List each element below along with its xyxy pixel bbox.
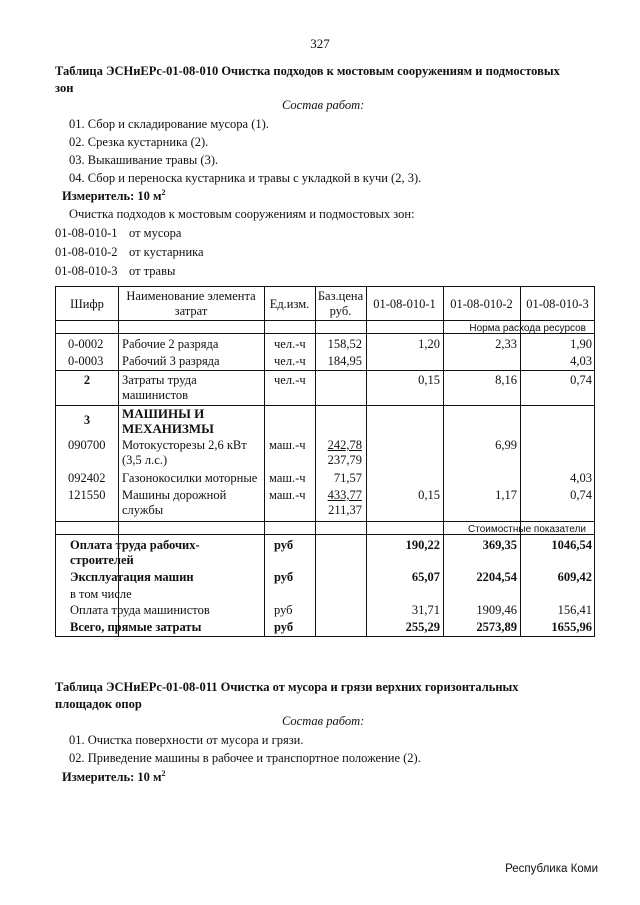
row-price: 71,57 <box>333 471 362 485</box>
table-row: 121550 <box>68 488 106 502</box>
table2-work-item: 01. Очистка поверхности от мусора и грязи. <box>69 733 304 747</box>
row-unit: маш.-ч <box>269 438 306 452</box>
row-v1: 0,15 <box>418 488 440 502</box>
cost-row-v1: 31,71 <box>411 603 440 617</box>
footer-region: Республика Коми <box>505 863 598 875</box>
row-v1: 0,15 <box>418 373 440 387</box>
row-v1: 1,20 <box>418 337 440 351</box>
cost-label: Стоимостные показатели <box>468 524 586 535</box>
table-row: 0-0002 <box>68 337 104 351</box>
table1-measure <box>62 188 166 204</box>
row-name-l2: машинистов <box>122 388 189 402</box>
row-price: 158,52 <box>327 337 362 351</box>
header-col3: 01-08-010-3 <box>526 297 589 311</box>
row-v3: 4,03 <box>570 471 592 485</box>
row-v2: 2,33 <box>495 337 517 351</box>
table1-code-3: 01-08-010-3 <box>55 264 118 278</box>
row-unit: чел.-ч <box>274 373 306 387</box>
row-divider <box>56 370 594 371</box>
cost-row-v3: 156,41 <box>557 603 592 617</box>
cost-row-v1: 255,29 <box>405 620 440 634</box>
cost-row-v2: 369,35 <box>482 538 517 552</box>
row-price-l1: 433,77 <box>327 488 362 502</box>
row-v3: 1,90 <box>570 337 592 351</box>
row-v2: 6,99 <box>495 438 517 452</box>
cost-row-unit: руб <box>274 570 294 584</box>
header-cipher: Шифр <box>70 297 104 311</box>
cost-row-v3: 1046,54 <box>551 538 592 552</box>
table-row: 3 <box>83 413 91 427</box>
cost-row-unit: руб <box>274 538 294 552</box>
row-name-l1: Машины дорожной <box>122 488 227 502</box>
cost-row-v3: 609,42 <box>557 570 592 584</box>
row-name-l1: Затраты труда <box>122 373 197 387</box>
row-unit: маш.-ч <box>269 471 306 485</box>
cost-row-name-l2: строителей <box>70 553 134 567</box>
row-name-l1: МАШИНЫ И <box>122 406 205 421</box>
table-row: 090700 <box>68 438 106 452</box>
table1-work-item: 03. Выкашивание травы (3). <box>69 153 219 167</box>
table1-code-1-text: от мусора <box>129 226 182 240</box>
table-row: 0-0003 <box>68 354 104 368</box>
header-name-l2: затрат <box>174 304 208 318</box>
table2-measure <box>62 769 166 785</box>
row-name-l2: МЕХАНИЗМЫ <box>122 421 214 436</box>
cost-row-name: Оплата труда машинистов <box>70 603 210 617</box>
cost-row-v2: 1909,46 <box>476 603 517 617</box>
header-name-l1: Наименование элемента <box>126 289 256 303</box>
table1-title-line2: зон <box>55 81 74 95</box>
row-name-l2: (3,5 л.с.) <box>122 453 168 467</box>
row-name-l2: службы <box>122 503 164 517</box>
table1-code-2: 01-08-010-2 <box>55 245 118 259</box>
row-v2: 8,16 <box>495 373 517 387</box>
row-name: Рабочие 2 разряда <box>122 337 219 351</box>
table1-title-line1: Таблица ЭСНиЕРс-01-08-010 Очистка подходов к мостовым сооружениям и подмостовых <box>55 64 560 78</box>
cost-row-v1: 190,22 <box>405 538 440 552</box>
table2-measure-label: Измеритель: 10 м <box>62 770 162 785</box>
header-col1: 01-08-010-1 <box>373 297 436 311</box>
table1-measure-label: Измеритель: 10 м <box>62 189 162 204</box>
cost-row-name: в том числе <box>70 587 132 601</box>
page-number: 327 <box>310 36 330 51</box>
row-name-l1: Мотокусторезы 2,6 кВт <box>122 438 247 452</box>
row-unit: маш.-ч <box>269 488 306 502</box>
header-col2: 01-08-010-2 <box>450 297 513 311</box>
header-price-l1: Баз.цена <box>317 289 364 303</box>
table2-measure-sup: 2 <box>161 769 166 778</box>
table1-code-1: 01-08-010-1 <box>55 226 118 240</box>
row-v3: 0,74 <box>570 488 592 502</box>
resource-table <box>55 286 595 637</box>
row-price-l1: 242,78 <box>327 438 362 452</box>
cost-row-v3: 1655,96 <box>551 620 592 634</box>
cost-row-name: Всего, прямые затраты <box>70 620 202 634</box>
table1-code-3-text: от травы <box>129 264 176 278</box>
row-v3: 0,74 <box>570 373 592 387</box>
table-row: 092402 <box>68 471 106 485</box>
table1-work-item: 04. Сбор и переноска кустарника и травы с укладкой в кучи (2, 3). <box>69 171 422 185</box>
table1-composition-heading: Состав работ: <box>282 98 365 112</box>
norm-label: Норма расхода ресурсов <box>469 323 586 334</box>
table2-title-line2: площадок опор <box>55 697 142 711</box>
table1-work-item: 02. Срезка кустарника (2). <box>69 135 209 149</box>
row-name: Газонокосилки моторные <box>122 471 258 485</box>
header-price-l2: руб. <box>329 304 352 318</box>
table2-composition-heading: Состав работ: <box>282 714 365 728</box>
header-unit: Ед.изм. <box>269 297 310 311</box>
row-price-l2: 237,79 <box>327 453 362 467</box>
cost-row-name-l1: Оплата труда рабочих- <box>70 538 200 552</box>
cost-row-name: Эксплуатация машин <box>70 570 194 584</box>
row-v2: 1,17 <box>495 488 517 502</box>
table1-measure-sup: 2 <box>161 188 166 197</box>
cost-row-v2: 2204,54 <box>476 570 517 584</box>
cost-row-v2: 2573,89 <box>476 620 517 634</box>
table1-work-item: 01. Сбор и складирование мусора (1). <box>69 117 269 131</box>
table-row: 2 <box>83 373 91 387</box>
row-name: Рабочий 3 разряда <box>122 354 220 368</box>
table2-work-item: 02. Приведение машины в рабочее и транспортное положение (2). <box>69 751 421 765</box>
col-divider <box>264 287 265 636</box>
table1-description: Очистка подходов к мостовым сооружениям и подмостовых зон: <box>69 207 415 221</box>
table2-title-line1: Таблица ЭСНиЕРс-01-08-011 Очистка от мусора и грязи верхних горизонтальных <box>55 680 519 694</box>
row-v3: 4,03 <box>570 354 592 368</box>
cost-row-unit: руб <box>274 603 293 617</box>
row-unit: чел.-ч <box>274 337 306 351</box>
cost-row-unit: руб <box>274 620 294 634</box>
row-price-l2: 211,37 <box>328 503 362 517</box>
row-unit: чел.-ч <box>274 354 306 368</box>
row-price: 184,95 <box>327 354 362 368</box>
table1-code-2-text: от кустарника <box>129 245 204 259</box>
cost-row-v1: 65,07 <box>411 570 440 584</box>
